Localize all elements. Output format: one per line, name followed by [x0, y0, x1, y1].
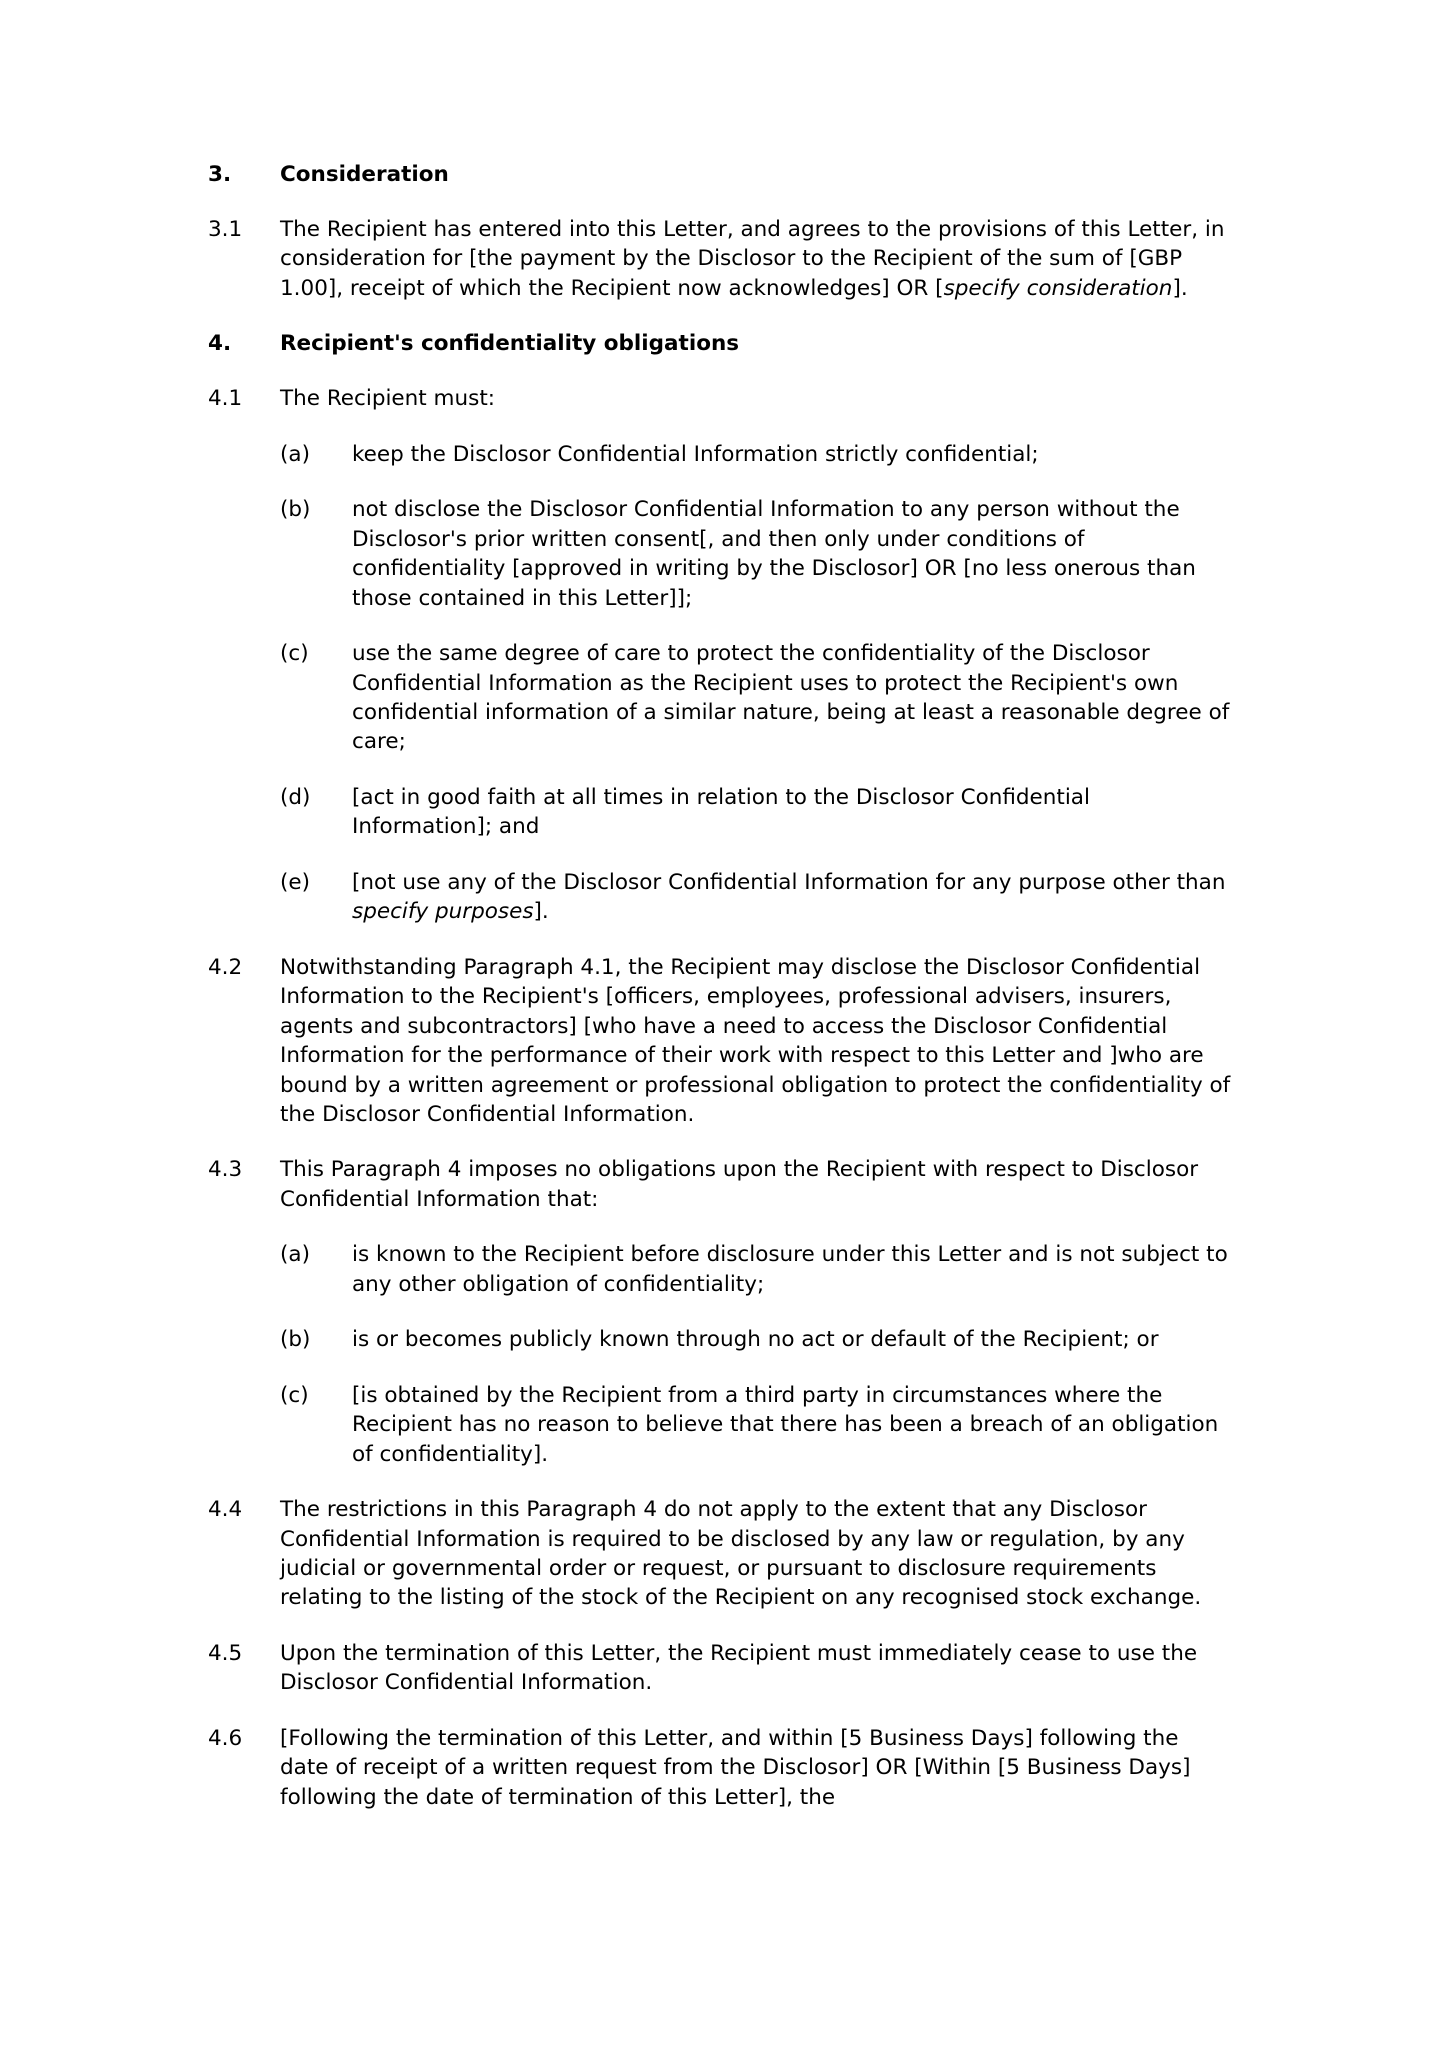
clause-text [280, 215, 1233, 303]
clause-text-run: Upon the termination of this Letter, the Recipient must immediately cease to use the Disclosor Confidential Information. [280, 1640, 1198, 1696]
subitem-text [352, 1381, 1233, 1469]
clause-subitem [208, 639, 1233, 757]
clause-number: 4.2 [208, 954, 243, 980]
section-number: 4. [208, 331, 232, 357]
clause-text-run: [act in good faith at all times in relation to the Disclosor Confidential Information]; and [352, 784, 1090, 840]
clause-number: 4.5 [208, 1640, 243, 1666]
section-title: Consideration [280, 162, 449, 187]
clause-text [280, 1724, 1233, 1812]
clause-subitem [208, 495, 1233, 613]
clause-text-run: ]. [533, 899, 549, 925]
clause [208, 1155, 1233, 1214]
subitem-label: (a) [280, 441, 310, 467]
clause-number: 3.1 [208, 217, 243, 243]
clause [208, 215, 1233, 303]
clause-subitem [208, 440, 1233, 469]
clause-text [280, 384, 1233, 413]
clause-text-run: The restrictions in this Paragraph 4 do not apply to the extent that any Disclosor Confidential Information is required to be disclosed by any law or regulation, by any judicial or governmental order or request, or pursuant to disclosure requirements relating to the listing of the stock of the Recipient on any recognised stock exchange. [280, 1497, 1202, 1611]
clause-text [280, 953, 1233, 1130]
section-title: Recipient's confidentiality obligations [280, 331, 740, 357]
clause-subitem [208, 783, 1233, 842]
clause-subitem [208, 1381, 1233, 1469]
document-body [208, 160, 1233, 1838]
clause-text-run: [not use any of the Disclosor Confidential Information for any purpose other than [352, 869, 1226, 895]
placeholder-text: specify consideration [943, 275, 1173, 301]
clause-text-run: is known to the Recipient before disclosure under this Letter and is not subject to any other obligation of confidentiality; [352, 1242, 1228, 1297]
subitem-label: (c) [280, 1382, 309, 1408]
placeholder-text: specify purposes [352, 899, 534, 925]
clause-number: 4.4 [208, 1497, 243, 1523]
section-heading [208, 160, 1233, 189]
clause-text-run: The Recipient must: [280, 386, 495, 412]
clause-text-run: [is obtained by the Recipient from a third party in circumstances where the Recipient has no reason to believe that there has been a breach of an obligation of confidentiality]. [352, 1382, 1219, 1467]
subitem-label: (b) [280, 497, 311, 523]
subitem-text [352, 495, 1233, 613]
clause-text-run: This Paragraph 4 imposes no obligations upon the Recipient with respect to Disclosor Confidential Information that: [280, 1157, 1199, 1212]
clause-number: 4.6 [208, 1725, 243, 1751]
clause-text-run: keep the Disclosor Confidential Information strictly confidential; [352, 441, 1039, 467]
subitem-label: (c) [280, 641, 309, 667]
clause-text [280, 1639, 1233, 1698]
subitem-text [352, 1240, 1233, 1299]
subitem-text [352, 440, 1233, 469]
clause-text-run: is or becomes publicly known through no act or default of the Recipient; or [352, 1327, 1159, 1353]
clause-subitem [208, 868, 1233, 927]
section-heading [208, 329, 1233, 358]
clause-number: 4.3 [208, 1157, 243, 1183]
subitem-label: (b) [280, 1327, 311, 1353]
subitem-label: (e) [280, 869, 311, 895]
clause-text [280, 1495, 1233, 1613]
clause-text-run: [Following the termination of this Letter, and within [5 Business Days] following the date of receipt of a written request from the Disclosor] OR [Within [5 Business Days] following the date of termination of this Letter], the [280, 1725, 1191, 1810]
clause-text-run: The Recipient has entered into this Letter, and agrees to the provisions of this Letter, in consideration for [the payment by the Disclosor to the Recipient of the sum of [GBP 1.00], receipt of which the Recipient now acknowledges] OR [ [280, 217, 1225, 301]
clause-text-run: not disclose the Disclosor Confidential Information to any person without the Disclosor's prior written consent[, and then only under conditions of confidentiality [approved in writing by the Disclosor] OR [no less onerous than those contained in this Letter]]; [352, 497, 1196, 611]
subitem-text [352, 868, 1233, 927]
subitem-label: (d) [280, 784, 311, 810]
clause-text-run: ]. [1172, 275, 1188, 301]
clause [208, 384, 1233, 413]
clause-text-run: use the same degree of care to protect the confidentiality of the Disclosor Confidential Information as the Recipient uses to protect the Recipient's own confidential information of a similar nature, being at least a reasonable degree of care; [352, 641, 1230, 755]
clause [208, 1495, 1233, 1613]
clause-subitem [208, 1325, 1233, 1354]
subitem-text [352, 639, 1233, 757]
subitem-text [352, 1325, 1233, 1354]
clause-number: 4.1 [208, 386, 243, 412]
section-number: 3. [208, 162, 232, 187]
clause-subitem [208, 1240, 1233, 1299]
clause-text-run: Notwithstanding Paragraph 4.1, the Recipient may disclose the Disclosor Confidential Information to the Recipient's [officers, employees, professional advisers, insurers, agents and subcontractors] [who have a need to access the Disclosor Confidential Information for the performance of their work with respect to this Letter and ]who are bound by a written agreement or professional obligation to protect the confidentiality of the Disclosor Confidential Information. [280, 954, 1231, 1127]
clause [208, 953, 1233, 1130]
clause [208, 1724, 1233, 1812]
clause [208, 1639, 1233, 1698]
subitem-text [352, 783, 1233, 842]
clause-text [280, 1155, 1233, 1214]
subitem-label: (a) [280, 1242, 310, 1268]
